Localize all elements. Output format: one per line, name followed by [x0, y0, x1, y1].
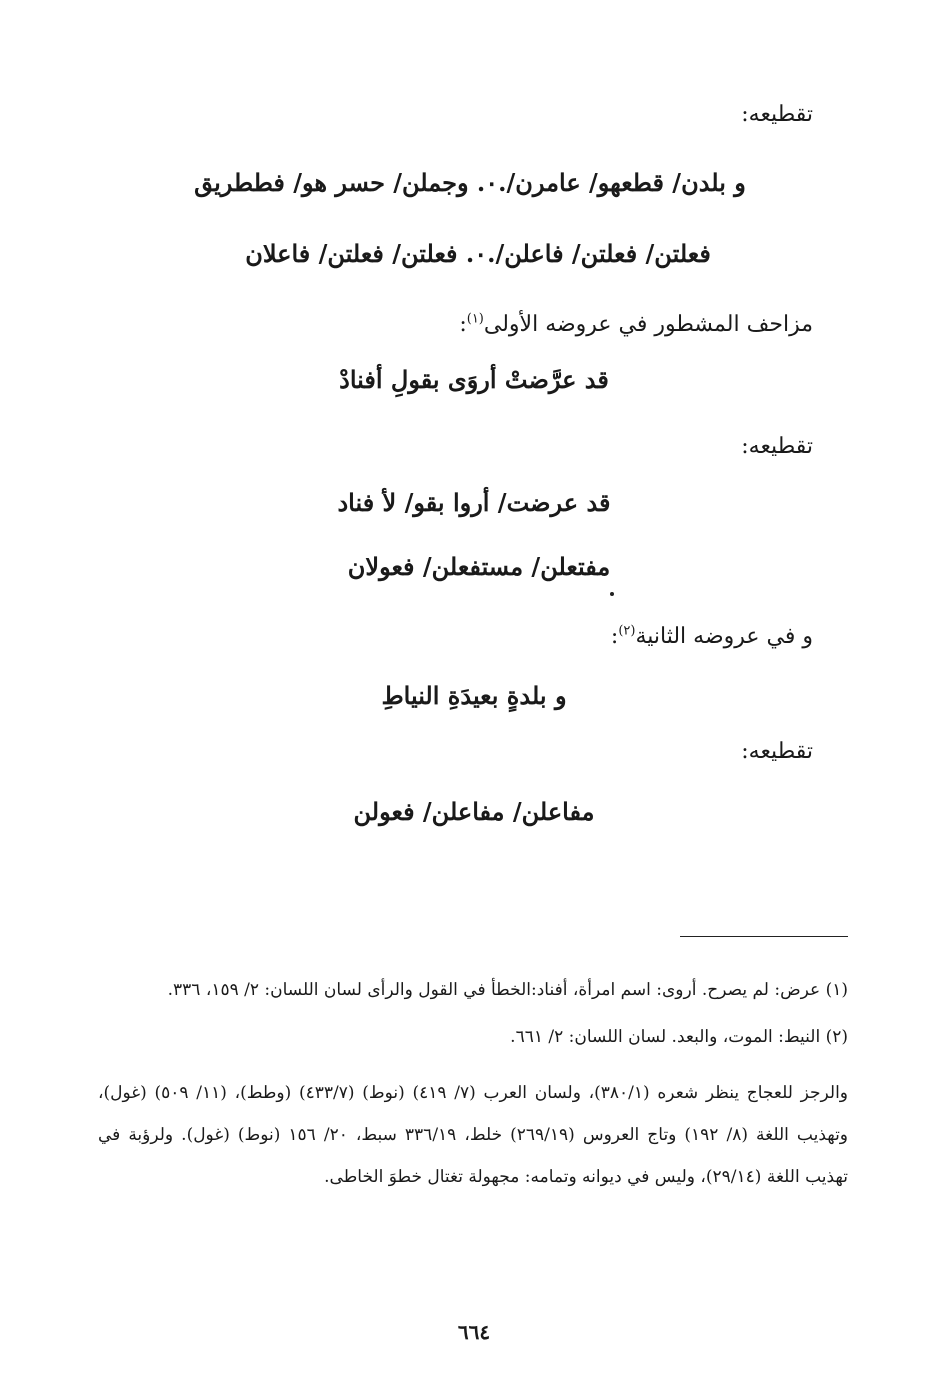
verse-line: و بلدةٍ بعيدَةِ النياطِ: [381, 681, 567, 710]
scansion-line: مفتعلن/ مستفعلن/ فعولان: [347, 552, 611, 581]
section-label: [611, 622, 813, 652]
footnote-ref: (٢): [618, 623, 636, 639]
footnote-2: (٢) النيط: الموت، والبعد. لسان اللسان: ٢/ ٦٦١.: [510, 1027, 848, 1047]
section-label-colon: :: [459, 312, 467, 337]
footnote-ref: (١): [466, 311, 484, 327]
section-label-text: و في عروضه الثانية: [635, 624, 813, 649]
page-number: ٦٦٤: [457, 1320, 491, 1344]
scansion-line: مفاعلن/ مفاعلن/ فعولن: [353, 797, 595, 826]
footnote-1: (١) عرض: لم يصرح. أروى: اسم امرأة، أفناد:الخطأ في القول والرأى لسان اللسان: ٢/ ١٥٩، ٣٣٦.: [167, 980, 848, 1000]
verse-line: قد عرَّضتْ أروَى بقولِ أفنادْ: [339, 365, 609, 394]
ink-dot: [610, 592, 614, 596]
verse-line: و بلدن/ قطعهو/ عامرن/.٠. وجملن/ حسر هو/ فططريق: [194, 168, 746, 197]
scansion-label: تقطيعه:: [741, 102, 813, 127]
section-label-text: مزاحف المشطور في عروضه الأولى: [483, 312, 813, 337]
section-label: [459, 310, 813, 340]
footnote-separator: [680, 936, 848, 937]
scansion-label: تقطيعه:: [741, 739, 813, 764]
scansion-line: فعلتن/ فعلتن/ فاعلن/.٠. فعلتن/ فعلتن/ فاعلان: [245, 239, 711, 268]
verse-line: قد عرضت/ أروا بقو/ لأ فناد: [337, 488, 611, 517]
section-label-colon: :: [610, 624, 619, 649]
footnote-3: والرجز للعجاج ينظر شعره (٣٨٠/١)، ولسان العرب (٧/ ٤١٩) (نوط) (٤٣٣/٧) (وطط)، (١١/ ٥٠٩) (غول)، وتهذيب اللغة (٨/ ١٩٢) وتاج العروس (٢٦٩/١٩) خلط، ٣٣٦/١٩ سبط، ٢٠/ ١٥٦ (نوط) (غول). ولرؤبة في تهذيب اللغة (٢٩/١٤)، وليس في ديوانه وتمامه: مجهولة تغتال خطوَ الخاطى.: [98, 1083, 849, 1187]
scansion-label: تقطيعه:: [741, 434, 813, 459]
